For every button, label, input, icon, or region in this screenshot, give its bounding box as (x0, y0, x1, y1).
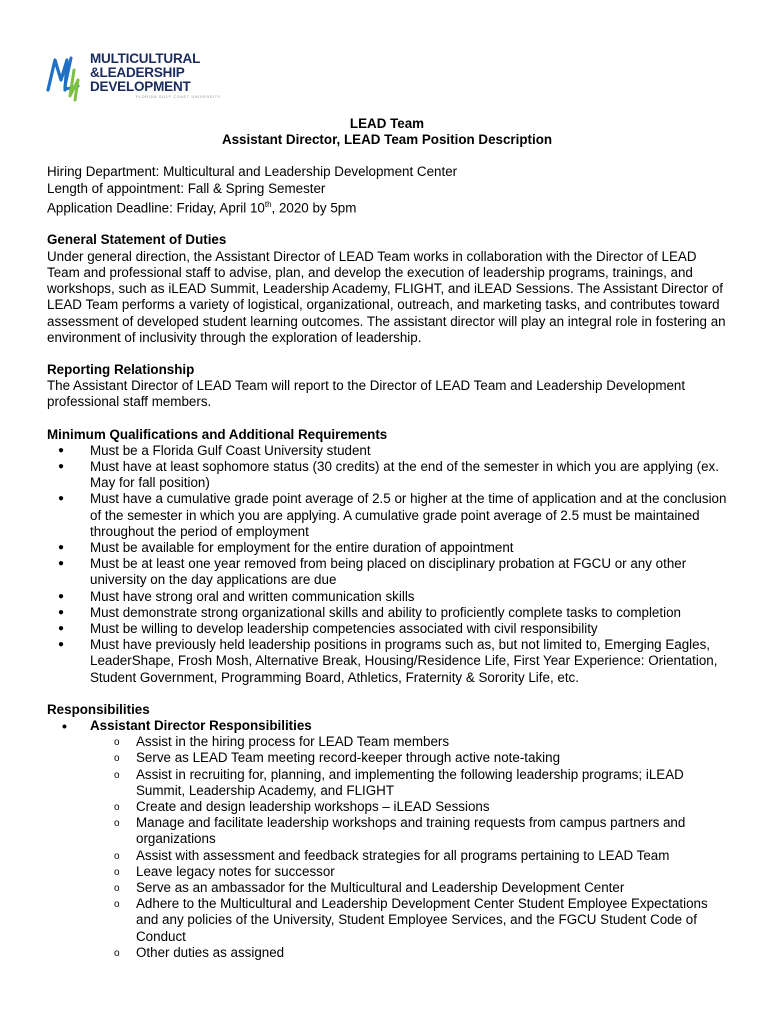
reporting-heading: Reporting Relationship (47, 361, 195, 377)
logo-text-line1: MULTICULTURAL (90, 51, 201, 66)
logo-text-line2: &LEADERSHIP (90, 65, 185, 80)
title-line2: Assistant Director, LEAD Team Position Description (221, 132, 553, 148)
logo-tagline: FLORIDA GULF COAST UNIVERSITY (136, 95, 222, 99)
duties-heading: General Statement of Duties (47, 232, 227, 248)
qualification-item: ● Must have at least sophomore status (30 credits) at the end of the semester in which you are applying (ex. May for fall position) (47, 459, 727, 491)
responsibility-item: o Leave legacy notes for successor (47, 864, 727, 880)
responsibility-item: o Adhere to the Multicultural and Leadership Development Center Student Employee Expectations and any policies of the University, Student Employee Services, and the FGCU Student Code of Conduct (47, 896, 727, 945)
mld-logo (44, 46, 222, 106)
deadline-prefix: Application Deadline: Friday, April 10 (47, 200, 265, 216)
mld-logo-mark-icon (44, 50, 90, 102)
hiring-department: Hiring Department: Multicultural and Leadership Development Center (47, 164, 458, 180)
document-body (47, 116, 727, 961)
qualification-item: ● Must be available for employment for the entire duration of appointment (47, 540, 727, 556)
responsibility-item: o Create and design leadership workshops – iLEAD Sessions (47, 799, 727, 815)
duties-text: Under general direction, the Assistant Director of LEAD Team works in collaboration with the Director of LEAD Team and professional staff to advise, plan, and develop the execution of leadership programs, trainings, and workshops, such as iLEAD Summit, Leadership Academy, FLIGHT, and iLEAD Sessions. The Assistant Director of LEAD Team performs a variety of logistical, organizational, outreach, and marketing tasks, and contributes toward assessment of developed student learning outcomes. The assistant director will play an integral role in fostering an environment of inclusivity through the exploration of leadership. (47, 248, 726, 345)
responsibility-item: o Other duties as assigned (47, 945, 727, 961)
application-deadline (47, 197, 727, 217)
title-line1: LEAD Team (349, 116, 425, 131)
qualification-item: ● Must have strong oral and written communication skills (47, 589, 727, 605)
responsibility-item: o Assist in the hiring process for LEAD Team members (47, 734, 727, 750)
responsibilities-heading: Responsibilities (47, 701, 150, 717)
responsibility-item: o Manage and facilitate leadership workshops and training requests from campus partners and organizations (47, 815, 727, 847)
appointment-length: Length of appointment: Fall & Spring Semester (47, 180, 326, 196)
qualification-item: ● Must have a cumulative grade point average of 2.5 or higher at the time of application and at the conclusion of the semester in which you are applying. A cumulative grade point average of 2.5 must be maintained throughout the period of employment (47, 491, 727, 540)
deadline-suffix: , 2020 by 5pm (271, 200, 357, 216)
deadline-sup: th (264, 199, 272, 209)
reporting-text: The Assistant Director of LEAD Team will report to the Director of LEAD Team and Leadership Development professional staff members. (47, 378, 686, 410)
responsibility-item: o Serve as an ambassador for the Multicultural and Leadership Development Center (47, 880, 727, 896)
logo-text-line3: DEVELOPMENT (90, 79, 191, 94)
qualification-item: ● Must have previously held leadership positions in programs such as, but not limited to, Emerging Eagles, LeaderShape, Frosh Mosh, Alternative Break, Housing/Residence Life, First Year Experience: Orientation, Student Government, Programming Board, Athletics, Fraternity & Sorority Life, etc. (47, 637, 727, 686)
qualification-item: ● Must demonstrate strong organizational skills and ability to proficiently complete tasks to completion (47, 605, 727, 621)
qualifications-heading: Minimum Qualifications and Additional Requirements (47, 426, 388, 442)
qualification-item: ● Must be willing to develop leadership competencies associated with civil responsibility (47, 621, 727, 637)
responsibility-item: o Serve as LEAD Team meeting record-keeper through active note-taking (47, 750, 727, 766)
responsibility-item: o Assist in recruiting for, planning, and implementing the following leadership programs; iLEAD Summit, Leadership Academy, and FLIGHT (47, 767, 727, 799)
responsibilities-list (47, 734, 727, 961)
qualification-item: ● Must be at least one year removed from being placed on disciplinary probation at FGCU or any other university on the day applications are due (47, 556, 727, 588)
responsibilities-subheading: • Assistant Director Responsibilities (47, 718, 727, 734)
responsibility-item: o Assist with assessment and feedback strategies for all programs pertaining to LEAD Team (47, 848, 727, 864)
qualifications-list (47, 443, 727, 686)
qualification-item: ● Must be a Florida Gulf Coast University student (47, 443, 727, 459)
